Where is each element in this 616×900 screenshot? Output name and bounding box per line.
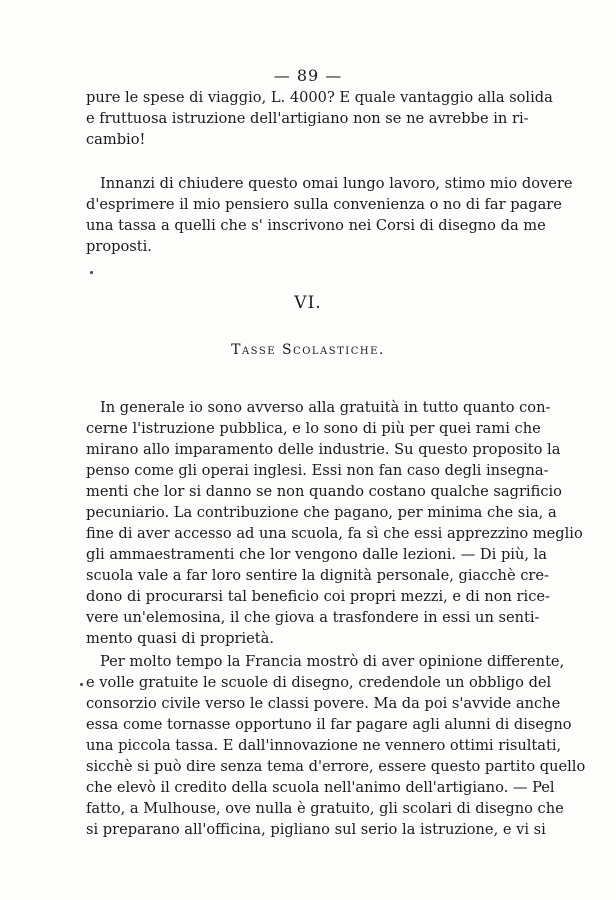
paragraph-1-line: mento quasi di proprietà. bbox=[86, 630, 274, 647]
paragraph-1-line: gli ammaestramenti che lor vengono dalle lezioni. — Di più, la bbox=[86, 546, 547, 563]
paragraph-2-line: si preparano all'officina, pigliano sul serio la istruzione, e vi si bbox=[86, 821, 546, 838]
paragraph-1-line: menti che lor si danno se non quando costano qualche sagrificio bbox=[86, 483, 562, 500]
paragraph-2-line: consorzio civile verso le classi povere. Ma da poi s'avvide anche bbox=[86, 695, 561, 712]
paragraph-1-line: vere un'elemosina, il che giova a trasfondere in essi un senti- bbox=[86, 609, 540, 626]
paragraph-2-line: una piccola tassa. E dall'innovazione ne vennero ottimi risultati, bbox=[86, 737, 562, 754]
paragraph-1-line: penso come gli operai inglesi. Essi non fan caso degli insegna- bbox=[86, 462, 549, 479]
print-speck bbox=[90, 271, 93, 274]
intro-line: pure le spese di viaggio, L. 4000? E quale vantaggio alla solida bbox=[86, 89, 553, 106]
paragraph-1-line: mirano allo imparamento delle industrie. Su questo proposito la bbox=[86, 441, 561, 458]
intro-line: e fruttuosa istruzione dell'artigiano non se ne avrebbe in ri- bbox=[86, 110, 529, 127]
paragraph-2-line: Per molto tempo la Francia mostrò di aver opinione differente, bbox=[100, 653, 565, 670]
closing-line: d'esprimere il mio pensiero sulla convenienza o no di far pagare bbox=[86, 196, 562, 213]
paragraph-1-line: scuola vale a far loro sentire la dignità personale, giacchè cre- bbox=[86, 567, 549, 584]
section-title: Tasse Scolastiche. bbox=[231, 342, 385, 358]
paragraph-1-line: fine di aver accesso ad una scuola, fa sì che essi apprezzino meglio bbox=[86, 525, 583, 542]
paragraph-1-line: cerne l'istruzione pubblica, e lo sono di più per quei rami che bbox=[86, 420, 541, 437]
page-number: — 89 — bbox=[273, 66, 343, 85]
section-number: VI. bbox=[294, 293, 322, 313]
closing-line: una tassa a quelli che s' inscrivono nei Corsi di disegno da me bbox=[86, 217, 546, 234]
paragraph-1-line: pecuniario. La contribuzione che pagano, per minima che sia, a bbox=[86, 504, 557, 521]
paragraph-1-line: In generale io sono avverso alla gratuità in tutto quanto con- bbox=[100, 399, 551, 416]
closing-line: proposti. bbox=[86, 238, 152, 255]
closing-line: Innanzi di chiudere questo omai lungo lavoro, stimo mio dovere bbox=[100, 175, 573, 192]
intro-line: cambio! bbox=[86, 131, 146, 148]
paragraph-2-line: sicchè si può dire senza tema d'errore, essere questo partito quello bbox=[86, 758, 586, 775]
paragraph-2-line: che elevò il credito della scuola nell'animo dell'artigiano. — Pel bbox=[86, 779, 555, 796]
paragraph-1-line: dono di procurarsi tal beneficio coi propri mezzi, e di non rice- bbox=[86, 588, 550, 605]
print-speck bbox=[80, 683, 83, 686]
paragraph-2-line: fatto, a Mulhouse, ove nulla è gratuito, gli scolari di disegno che bbox=[86, 800, 564, 817]
paragraph-2-line: e volle gratuite le scuole di disegno, credendole un obbligo del bbox=[86, 674, 552, 691]
paragraph-2-line: essa come tornasse opportuno il far pagare agli alunni di disegno bbox=[86, 716, 572, 733]
